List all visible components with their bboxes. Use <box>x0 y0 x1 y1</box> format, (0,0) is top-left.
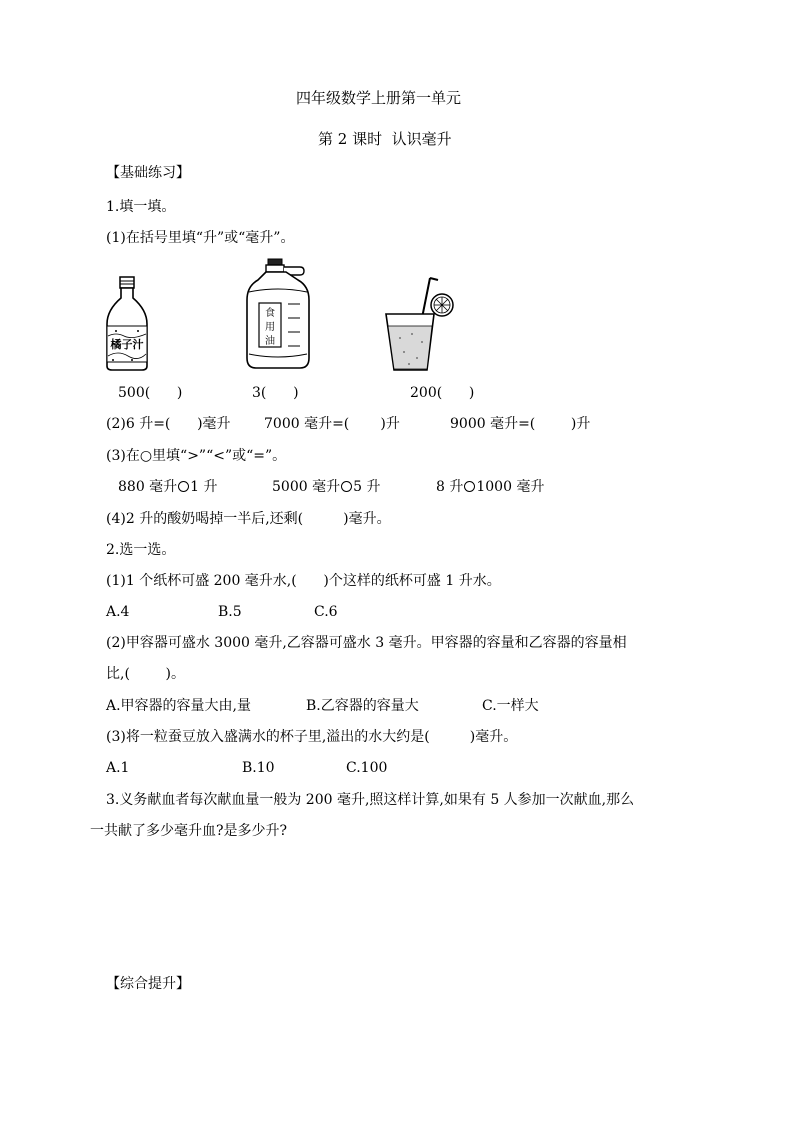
section-basic-heading: 【基础练习】 <box>106 165 190 181</box>
compare-left: 880 毫升 <box>118 479 178 495</box>
lesson-subtitle: 第 2 课时 认识毫升 <box>318 130 452 148</box>
q1-heading: 1.填一填。 <box>106 199 176 215</box>
q2-p3-option-c: C.100 <box>346 760 388 776</box>
q2-p2-question-line1: (2)甲容器可盛水 3000 毫升,乙容器可盛水 3 毫升。甲容器的容量和乙容器的容量相 <box>106 635 627 651</box>
bottle-label: 橘子汁 <box>110 338 144 351</box>
q1-p1-instruction: (1)在括号里填“升”或“毫升”。 <box>106 230 295 246</box>
compare-item-3 <box>436 477 544 497</box>
q2-p2-option-a: A.甲容器的容量大由,量 <box>106 698 252 714</box>
q3-line2: 一共献了多少毫升血?是多少升? <box>90 823 288 839</box>
q2-p3-option-b: B.10 <box>242 760 275 776</box>
q1-p2-item-1: (2)6 升=( )毫升 <box>106 416 231 432</box>
jug-label-char-1: 食 <box>265 308 275 319</box>
compare-right: 1 升 <box>190 479 218 495</box>
page-title: 四年级数学上册第一单元 <box>296 89 462 107</box>
q1-p1-answer-3: 200( ) <box>410 385 475 401</box>
compare-circle-icon <box>464 481 475 492</box>
q2-p1-question: (1)1 个纸杯可盛 200 毫升水,( )个这样的纸杯可盛 1 升水。 <box>106 573 501 589</box>
q1-p1-answer-1: 500( ) <box>118 385 183 401</box>
juice-glass-image <box>384 276 458 372</box>
q3-line1: 3.义务献血者每次献血量一般为 200 毫升,照这样计算,如果有 5 人参加一次献血,那么 <box>106 792 635 808</box>
q2-p3-question: (3)将一粒蚕豆放入盛满水的杯子里,溢出的水大约是( )毫升。 <box>106 729 518 745</box>
compare-right: 1000 毫升 <box>476 479 545 495</box>
compare-item-2 <box>272 477 380 497</box>
q2-p3-option-a: A.1 <box>106 760 130 776</box>
section-advanced-heading: 【综合提升】 <box>106 976 190 992</box>
q2-p2-question-line2: 比,( )。 <box>106 666 185 682</box>
q1-p2-item-3: 9000 毫升=( )升 <box>450 416 591 432</box>
q2-p2-option-b: B.乙容器的容量大 <box>306 698 419 714</box>
q1-p2-item-2: 7000 毫升=( )升 <box>264 416 400 432</box>
compare-item-1 <box>118 477 218 497</box>
q2-p2-option-c: C.一样大 <box>482 698 539 714</box>
q2-p1-option-a: A.4 <box>106 604 130 620</box>
compare-left: 8 升 <box>436 479 464 495</box>
q2-p1-option-c: C.6 <box>314 604 338 620</box>
q1-p4: (4)2 升的酸奶喝掉一半后,还剩( )毫升。 <box>106 511 391 527</box>
compare-circle-icon <box>178 481 189 492</box>
compare-right: 5 升 <box>353 479 381 495</box>
q1-p3-instruction: (3)在○里填“>”“<”或“=”。 <box>106 448 287 464</box>
juice-bottle-image <box>104 276 150 372</box>
oil-jug-image <box>244 258 312 370</box>
q2-p1-option-b: B.5 <box>218 604 242 620</box>
compare-circle-icon <box>341 481 352 492</box>
q2-heading: 2.选一选。 <box>106 542 176 558</box>
jug-label-char-2: 用 <box>265 322 275 333</box>
q1-p1-answer-2: 3( ) <box>252 385 299 401</box>
compare-left: 5000 毫升 <box>272 479 341 495</box>
jug-label-char-3: 油 <box>265 336 275 347</box>
